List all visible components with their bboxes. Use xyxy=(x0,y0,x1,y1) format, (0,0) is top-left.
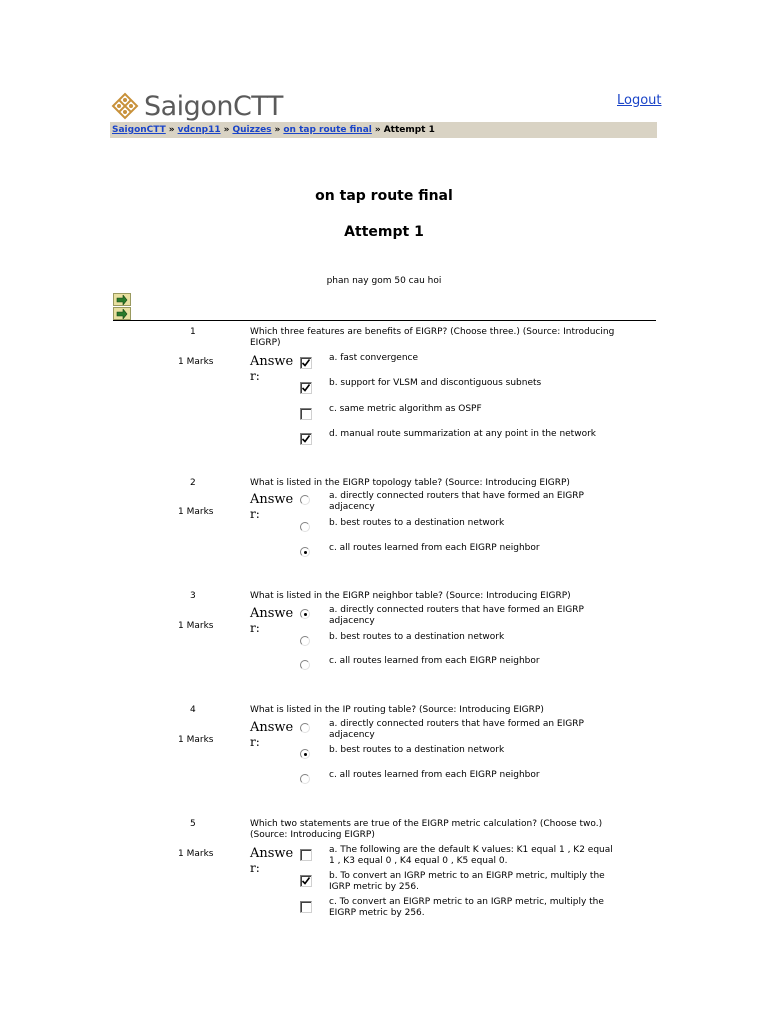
question-number: 1 xyxy=(190,327,196,337)
breadcrumb-current: Attempt 1 xyxy=(383,125,435,135)
radio[interactable] xyxy=(300,774,310,784)
breadcrumb-separator: » xyxy=(374,125,381,135)
answer-option-text: b. support for VLSM and discontiguous subnets xyxy=(329,378,542,388)
answer-option-text: a. directly connected routers that have formed an EIGRP adjacency xyxy=(329,719,584,740)
answer-option-text: c. all routes learned from each EIGRP neighbor xyxy=(329,770,540,780)
radio[interactable] xyxy=(300,495,310,505)
radio[interactable] xyxy=(300,636,310,646)
answer-label: Answe xyxy=(250,354,294,369)
radio[interactable] xyxy=(300,723,310,733)
answer-option-text: d. manual route summarization at any point in the network xyxy=(329,429,596,439)
answer-label: Answe xyxy=(250,720,294,735)
logo-mark-icon xyxy=(110,91,140,121)
question-marks: 1 Marks xyxy=(178,507,214,517)
question-number: 5 xyxy=(190,819,196,829)
question-marks: 1 Marks xyxy=(178,849,214,859)
question-text: Which two statements are true of the EIGRP metric calculation? (Choose two.) (Source: Introducing EIGRP) xyxy=(250,819,603,840)
quiz-intro: phan nay gom 50 cau hoi xyxy=(326,276,442,286)
answer-option-text: b. best routes to a destination network xyxy=(329,745,505,755)
question-marks: 1 Marks xyxy=(178,735,214,745)
breadcrumb-separator: » xyxy=(274,125,281,135)
answer-option-text: a. fast convergence xyxy=(329,353,419,363)
radio-dot xyxy=(304,753,307,756)
answer-option-text: c. same metric algorithm as OSPF xyxy=(329,404,482,414)
breadcrumb-link-quiz[interactable]: on tap route final xyxy=(283,125,372,135)
checkbox-checked[interactable] xyxy=(300,382,312,394)
answer-label: Answe xyxy=(250,492,294,507)
answer-option-text: a. The following are the default K values: K1 equal 1 , K2 equal 1 , K3 equal 0 , K4 equal 0 , K5 equal 0. xyxy=(329,845,613,866)
answer-option-text: a. directly connected routers that have formed an EIGRP adjacency xyxy=(329,605,584,626)
nav-arrow-icon[interactable] xyxy=(113,307,131,320)
breadcrumb-separator: » xyxy=(168,125,175,135)
radio-selected[interactable] xyxy=(300,749,310,759)
answer-label-suffix: r: xyxy=(250,621,260,635)
checkmark-icon xyxy=(301,876,311,886)
checkmark-icon xyxy=(301,358,311,368)
breadcrumb-separator: » xyxy=(223,125,230,135)
question-text: Which three features are benefits of EIGRP? (Choose three.) (Source: Introducing EIGRP) xyxy=(250,327,615,348)
quiz-title: on tap route final xyxy=(315,188,453,204)
nav-arrow-icon[interactable] xyxy=(113,293,131,306)
question-number: 3 xyxy=(190,591,196,601)
site-logo[interactable] xyxy=(110,90,283,122)
radio-dot xyxy=(304,613,307,616)
checkbox[interactable] xyxy=(300,849,312,861)
breadcrumb-link-home[interactable]: SaigonCTT xyxy=(112,125,166,135)
logo-text: SaigonCTT xyxy=(144,90,283,122)
answer-option-text: b. best routes to a destination network xyxy=(329,518,505,528)
question-number: 4 xyxy=(190,705,196,715)
answer-label: Answe xyxy=(250,846,294,861)
answer-option-text: c. all routes learned from each EIGRP neighbor xyxy=(329,656,540,666)
attempt-title: Attempt 1 xyxy=(344,224,424,240)
checkmark-icon xyxy=(301,383,311,393)
logout-link[interactable]: Logout xyxy=(617,93,662,108)
radio-selected[interactable] xyxy=(300,609,310,619)
divider xyxy=(113,320,656,321)
question-number: 2 xyxy=(190,478,196,488)
answer-label-suffix: r: xyxy=(250,861,260,875)
radio[interactable] xyxy=(300,522,310,532)
question-text: What is listed in the EIGRP neighbor table? (Source: Introducing EIGRP) xyxy=(250,591,571,601)
answer-label-suffix: r: xyxy=(250,369,260,383)
answer-option-text: b. best routes to a destination network xyxy=(329,632,505,642)
answer-option-text: a. directly connected routers that have formed an EIGRP adjacency xyxy=(329,491,584,512)
question-text: What is listed in the IP routing table? (Source: Introducing EIGRP) xyxy=(250,705,544,715)
breadcrumb-link-course[interactable]: vdcnp11 xyxy=(177,125,221,135)
answer-label: Answe xyxy=(250,606,294,621)
checkbox-checked[interactable] xyxy=(300,357,312,369)
answer-option-text: b. To convert an IGRP metric to an EIGRP metric, multiply the IGRP metric by 256. xyxy=(329,871,605,892)
question-marks: 1 Marks xyxy=(178,357,214,367)
radio-dot xyxy=(304,551,307,554)
breadcrumb xyxy=(110,122,657,138)
checkbox[interactable] xyxy=(300,408,312,420)
question-text: What is listed in the EIGRP topology table? (Source: Introducing EIGRP) xyxy=(250,478,570,488)
answer-option-text: c. all routes learned from each EIGRP neighbor xyxy=(329,543,540,553)
checkmark-icon xyxy=(301,434,311,444)
answer-option-text: c. To convert an EIGRP metric to an IGRP metric, multiply the EIGRP metric by 256. xyxy=(329,897,604,918)
checkbox-checked[interactable] xyxy=(300,875,312,887)
checkbox[interactable] xyxy=(300,901,312,913)
breadcrumb-link-quizzes[interactable]: Quizzes xyxy=(232,125,272,135)
answer-label-suffix: r: xyxy=(250,735,260,749)
radio[interactable] xyxy=(300,660,310,670)
radio-selected[interactable] xyxy=(300,547,310,557)
question-marks: 1 Marks xyxy=(178,621,214,631)
checkbox-checked[interactable] xyxy=(300,433,312,445)
answer-label-suffix: r: xyxy=(250,507,260,521)
